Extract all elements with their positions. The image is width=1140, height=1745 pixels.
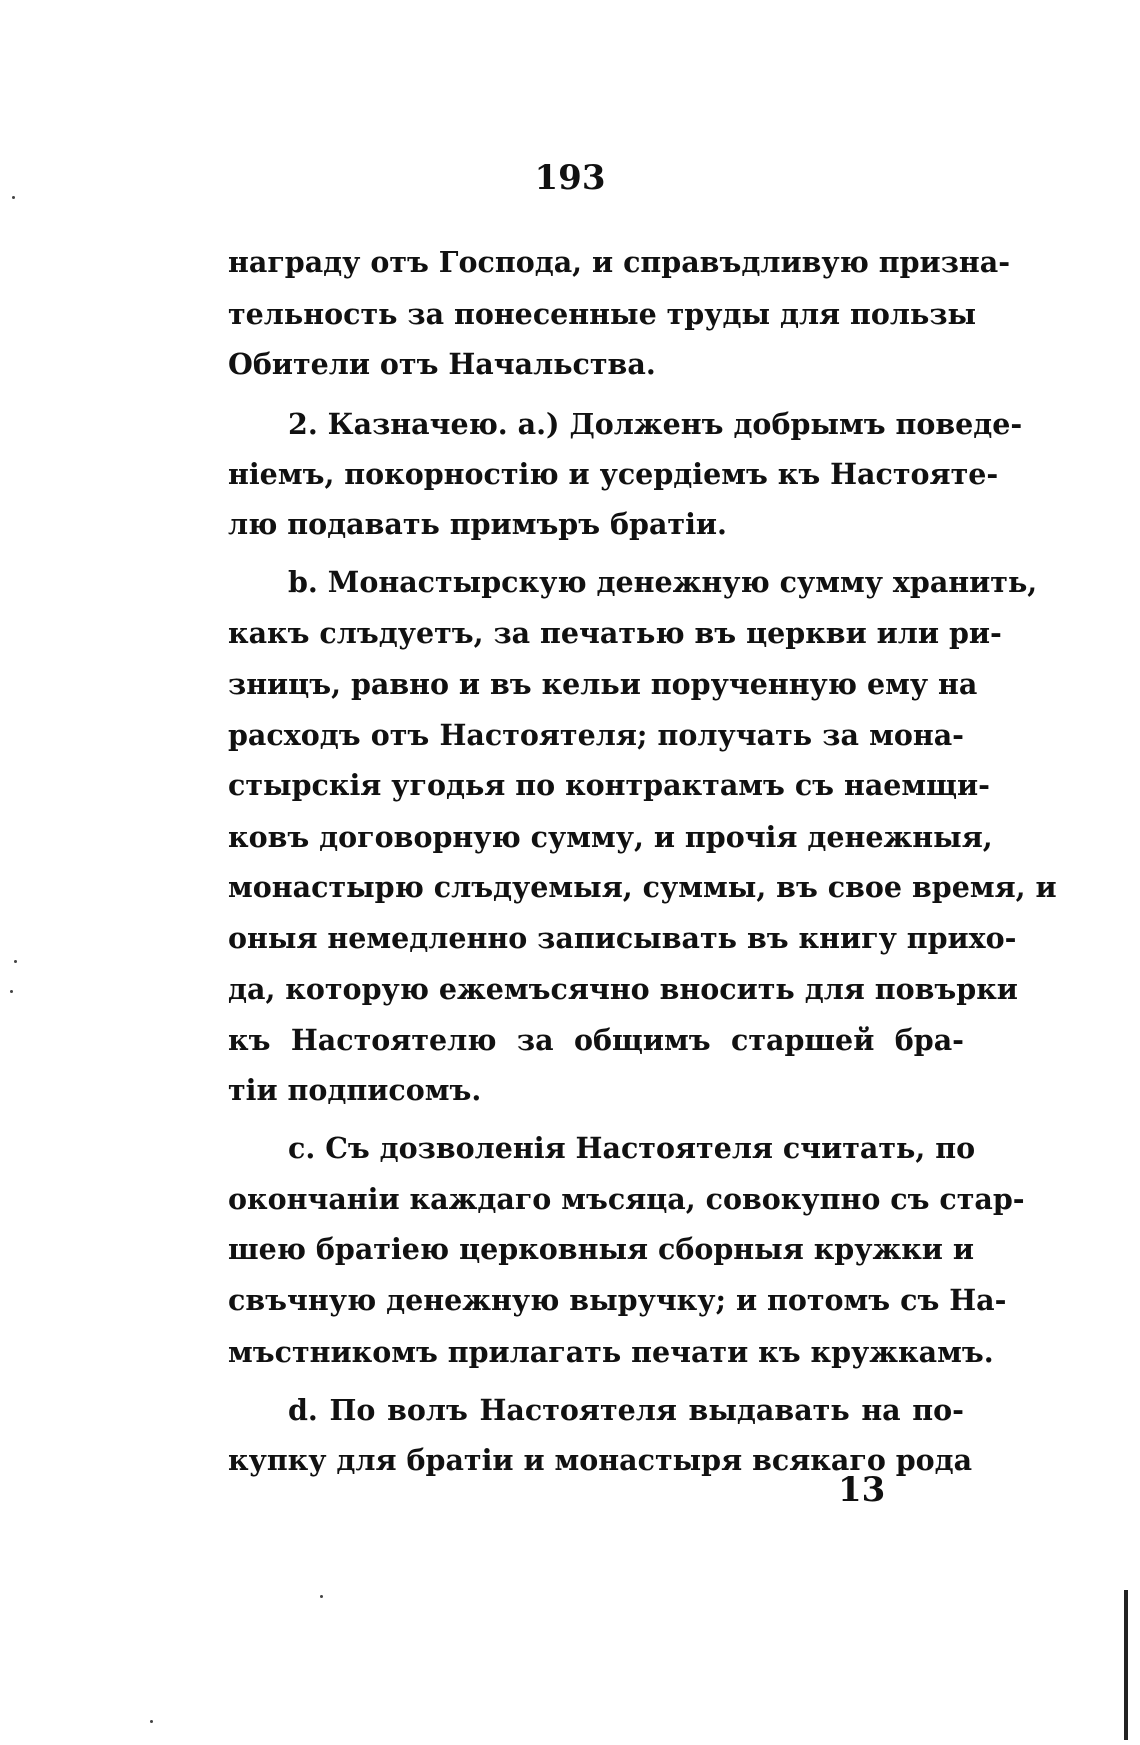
text-line: свъчную денежную выручку; и потомъ съ На- xyxy=(228,1283,1007,1317)
text-line: монастырю слъдуемыя, суммы, въ свое время, и xyxy=(228,870,1057,904)
signature-mark: 13 xyxy=(838,1470,886,1510)
page-number: 193 xyxy=(534,158,606,198)
text-line: d. По волъ Настоятеля выдавать на по- xyxy=(288,1393,964,1427)
text-line: мъстникомъ прилагать печати къ кружкамъ. xyxy=(228,1335,994,1369)
scan-edge-line xyxy=(1124,1590,1128,1740)
scan-speck xyxy=(320,1595,323,1598)
text-line: 2. Казначею. a.) Долженъ добрымъ поведе- xyxy=(288,407,1023,441)
text-line: награду отъ Господа, и справъдливую призна- xyxy=(228,245,1011,279)
scan-speck xyxy=(10,990,13,993)
text-line: тельность за понесенные труды для пользы xyxy=(228,297,977,331)
text-line: Обители отъ Начальства. xyxy=(228,347,656,381)
text-line: окончаніи каждаго мъсяца, совокупно съ стар- xyxy=(228,1182,1025,1216)
text-line: ніемъ, покорностію и усердіемъ къ Настояте- xyxy=(228,457,999,491)
scan-speck xyxy=(150,1720,153,1723)
scan-speck xyxy=(12,196,15,199)
text-line: да, которую ежемъсячно вносить для повърки xyxy=(228,972,1018,1006)
text-line: какъ слъдуетъ, за печатью въ церкви или ри- xyxy=(228,616,1002,650)
text-line: тіи подписомъ. xyxy=(228,1073,482,1107)
text-line: c. Съ дозволенія Настоятеля считать, по xyxy=(288,1131,976,1165)
text-line: къ Настоятелю за общимъ старшей бра- xyxy=(228,1023,964,1057)
text-line: шею братіею церковныя сборныя кружки и xyxy=(228,1232,975,1266)
text-line: зницъ, равно и въ кельи порученную ему на xyxy=(228,667,978,701)
text-line: b. Монастырскую денежную сумму хранить, xyxy=(288,565,1038,599)
scan-speck xyxy=(14,960,17,963)
text-line: расходъ отъ Настоятеля; получать за мона- xyxy=(228,718,964,752)
text-line: лю подавать примъръ братіи. xyxy=(228,507,727,541)
text-line: ковъ договорную сумму, и прочія денежныя, xyxy=(228,820,993,854)
text-line: стырскія угодья по контрактамъ съ наемщи- xyxy=(228,768,990,802)
text-line: оныя немедленно записывать въ книгу прихо- xyxy=(228,921,1017,955)
text-line: купку для братіи и монастыря всякаго рода xyxy=(228,1443,973,1477)
